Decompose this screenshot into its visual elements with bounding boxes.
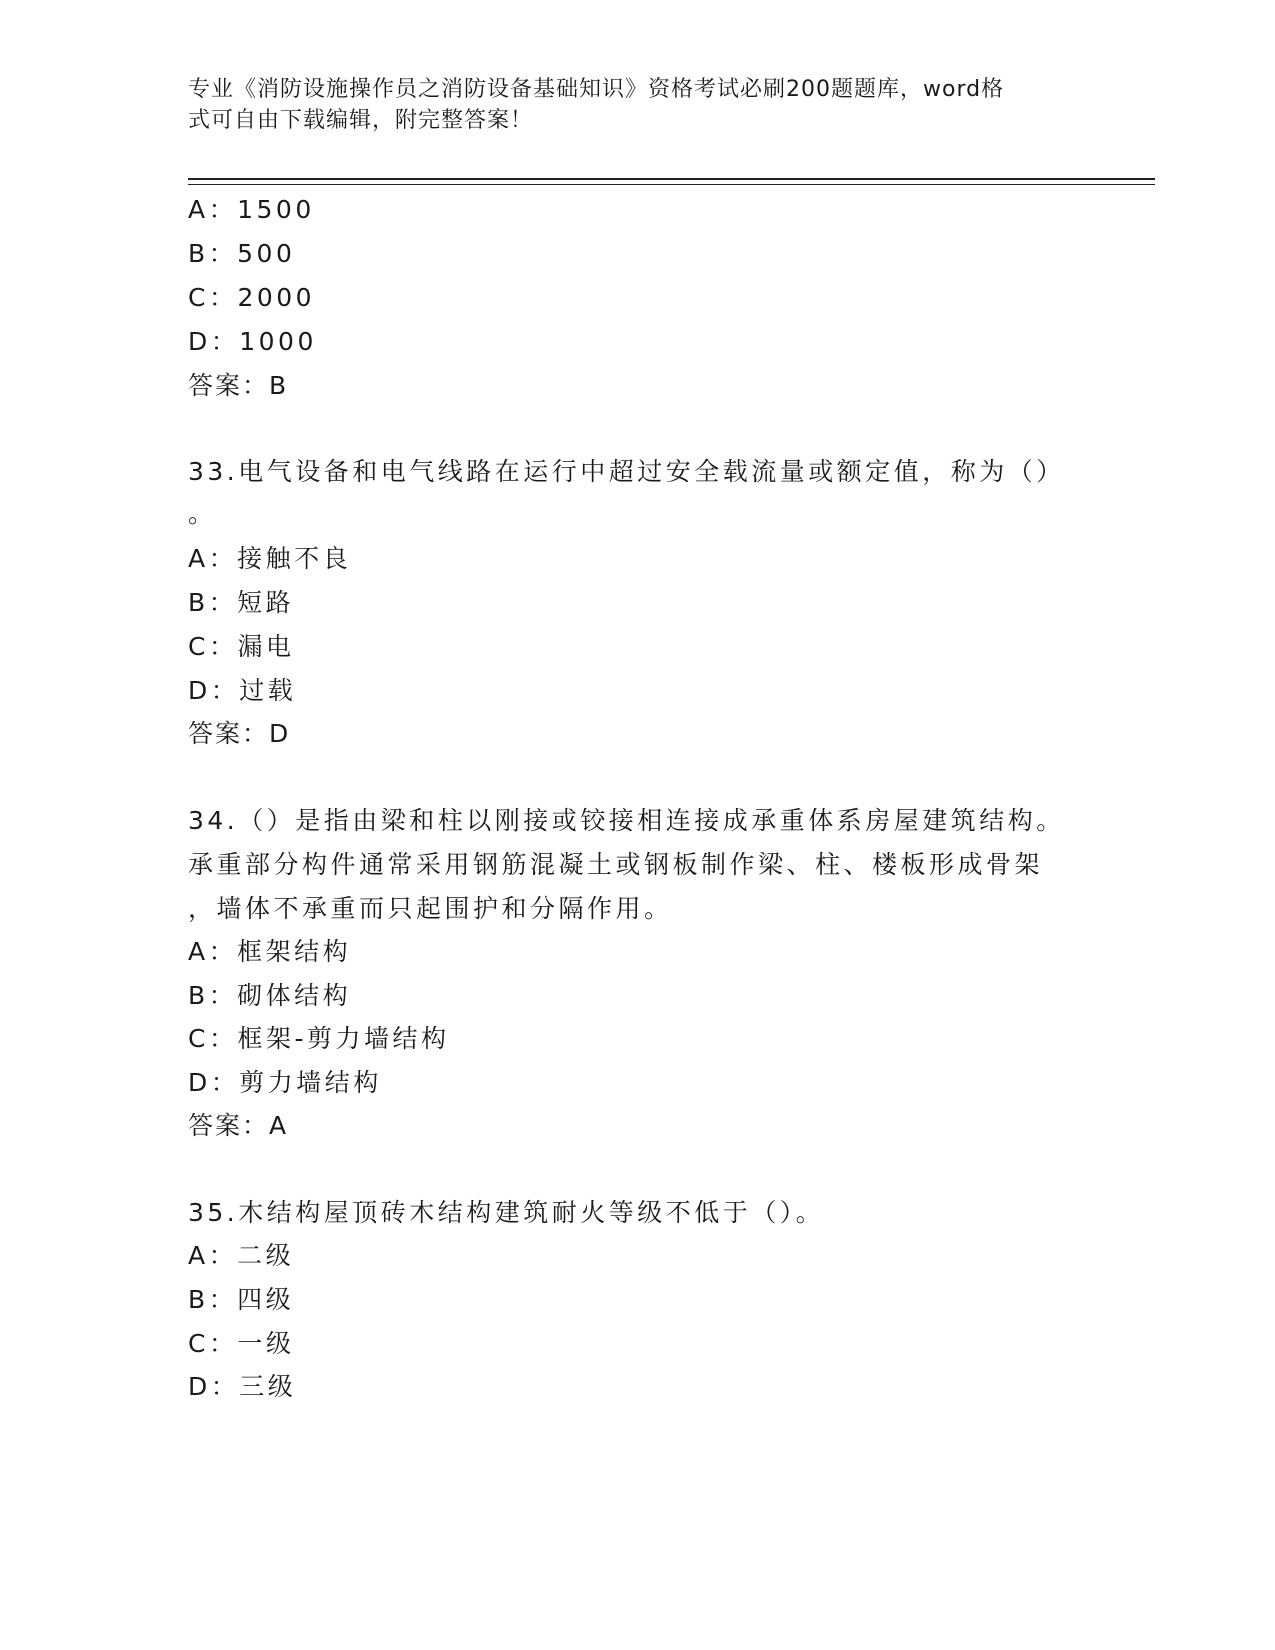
q35-text-line-1: 35.木结构屋顶砖木结构建筑耐火等级不低于（）。 — [188, 1198, 825, 1227]
q34-answer: 答案：A — [188, 1111, 289, 1140]
q33-text-line-2: 。 — [188, 499, 217, 528]
q33-answer: 答案：D — [188, 719, 291, 748]
q32-answer: 答案：B — [188, 371, 289, 400]
header-line-1: 专业《消防设施操作员之消防设备基础知识》资格考试必刷200题题库，word格 — [188, 77, 1005, 102]
q33-option-d: D：过载 — [188, 676, 297, 705]
header-line-2: 式可自由下载编辑，附完整答案！ — [188, 108, 534, 133]
q32-option-a: A：1500 — [188, 195, 315, 224]
header-rule-thin — [188, 184, 1155, 185]
q35-option-a: A：二级 — [188, 1241, 295, 1270]
q35-option-b: B：四级 — [188, 1285, 295, 1314]
q32-option-d: D：1000 — [188, 327, 317, 356]
q33-text-line-1: 33.电气设备和电气线路在运行中超过安全载流量或额定值，称为（） — [188, 457, 1065, 486]
header-rule-thick — [188, 178, 1155, 180]
q32-option-c: C：2000 — [188, 283, 316, 312]
q34-text-line-2: 承重部分构件通常采用钢筋混凝土或钢板制作梁、柱、楼板形成骨架 — [188, 850, 1044, 879]
q34-option-d: D：剪力墙结构 — [188, 1068, 382, 1097]
q33-option-b: B：短路 — [188, 588, 295, 617]
q34-text-line-3: ，墙体不承重而只起围护和分隔作用。 — [188, 894, 673, 923]
q32-option-b: B：500 — [188, 239, 296, 268]
q33-option-a: A：接触不良 — [188, 544, 352, 573]
q35-option-c: C：一级 — [188, 1329, 295, 1358]
q34-option-c: C：框架-剪力墙结构 — [188, 1024, 450, 1053]
q35-option-d: D：三级 — [188, 1372, 297, 1401]
q33-option-c: C：漏电 — [188, 632, 295, 661]
q34-text-line-1: 34.（）是指由梁和柱以刚接或铰接相连接成承重体系房屋建筑结构。 — [188, 806, 1065, 835]
document-header — [188, 74, 1068, 136]
q34-option-b: B：砌体结构 — [188, 981, 352, 1010]
q34-option-a: A：框架结构 — [188, 937, 352, 966]
